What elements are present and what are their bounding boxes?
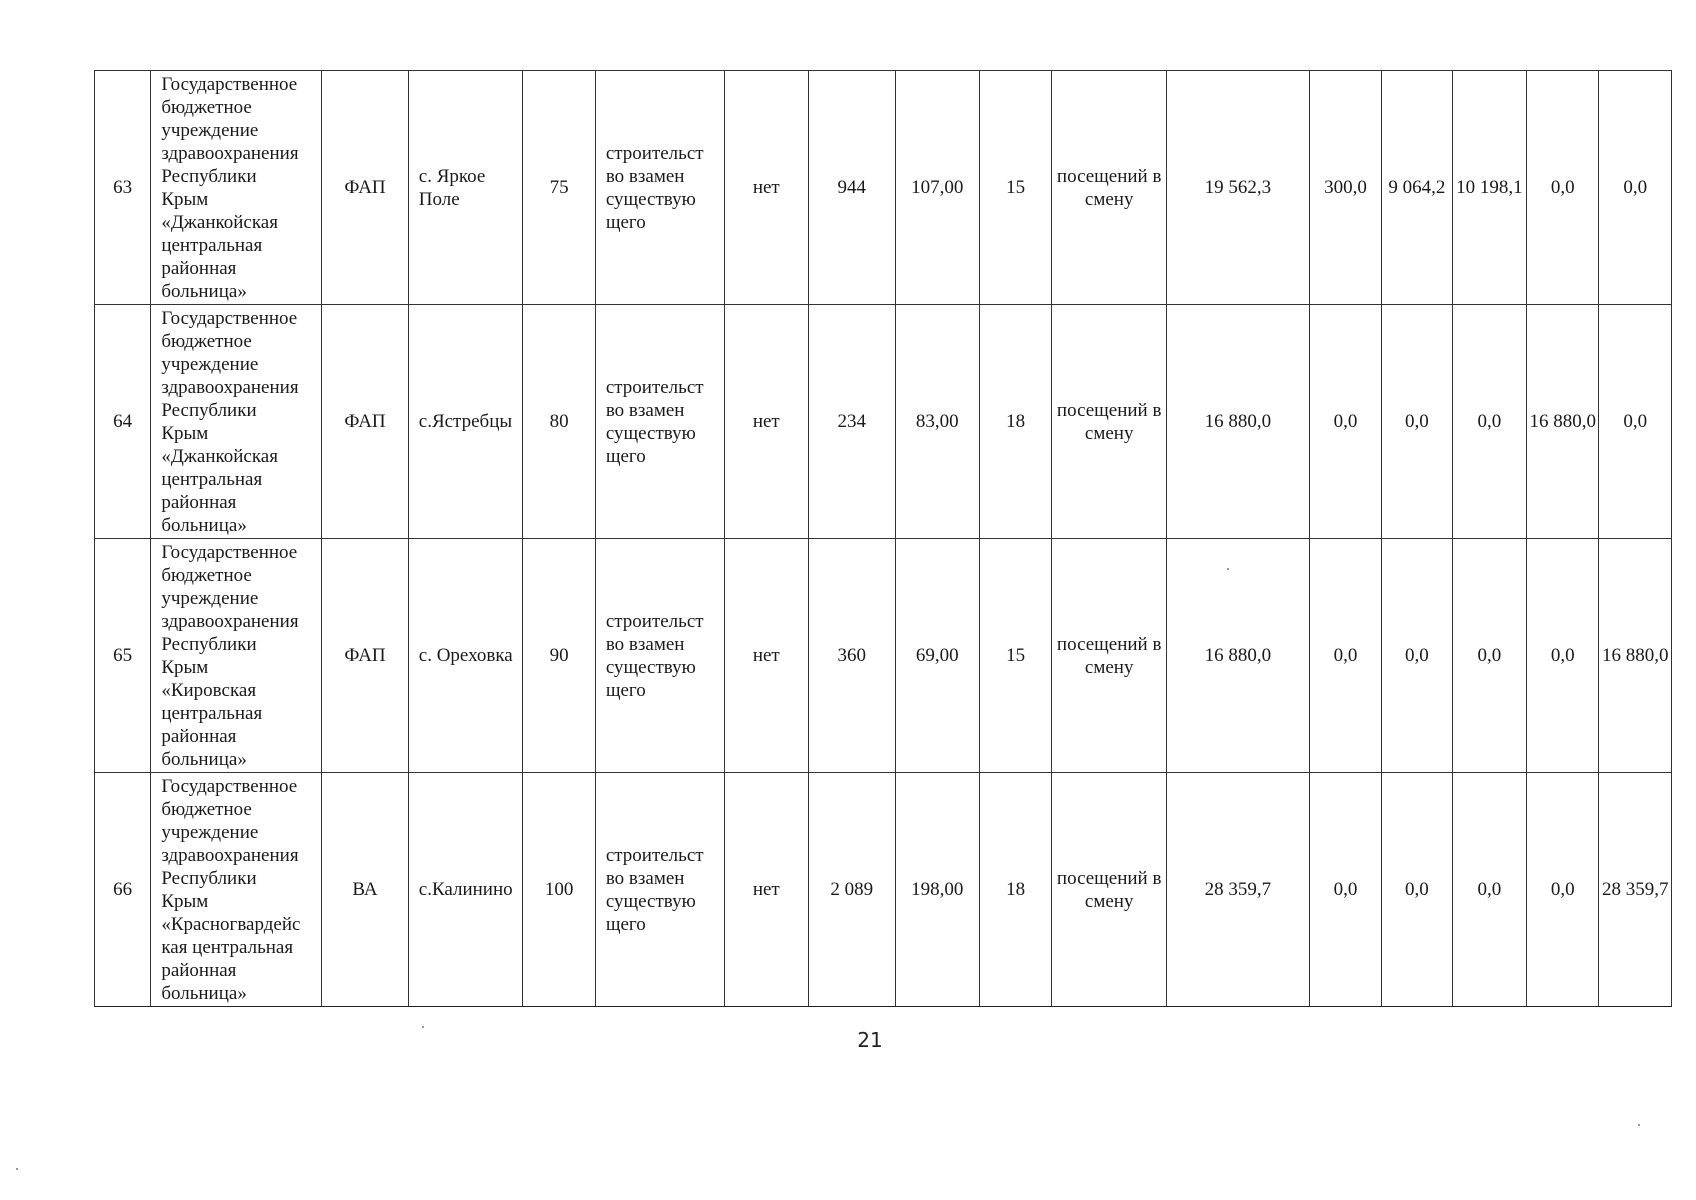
capacity: 100	[523, 773, 595, 1007]
visits-unit: посещений в смену	[1052, 305, 1167, 539]
construction-purpose: строительст во взамен существую щего	[595, 773, 724, 1007]
row-number: 66	[95, 773, 151, 1007]
organization-name: Государственное бюджетное учреждение здравоохранения Республики Крым «Кировская центральная районная больница»	[151, 539, 322, 773]
organization-name: Государственное бюджетное учреждение здравоохранения Республики Крым «Джанкойская центральная районная больница»	[151, 71, 322, 305]
table-row	[95, 305, 1672, 539]
facility-type: ВА	[322, 773, 408, 1007]
population: 944	[809, 71, 895, 305]
scan-speck	[422, 1026, 424, 1028]
facility-type: ФАП	[322, 305, 408, 539]
page-number: 21	[857, 1028, 883, 1052]
total-cost: 28 359,7	[1167, 773, 1310, 1007]
year-4-cost: 16 880,0	[1527, 305, 1599, 539]
row-number: 64	[95, 305, 151, 539]
settlement: с.Ястребцы	[408, 305, 523, 539]
year-4-cost: 0,0	[1527, 71, 1599, 305]
year-2-cost: 0,0	[1382, 305, 1452, 539]
settlement: с. Ореховка	[408, 539, 523, 773]
year-5-cost: 0,0	[1599, 305, 1672, 539]
visits: 18	[979, 305, 1051, 539]
scan-speck	[1227, 568, 1229, 570]
visits: 18	[979, 773, 1051, 1007]
total-cost: 16 880,0	[1167, 539, 1310, 773]
population: 234	[809, 305, 895, 539]
flag: нет	[724, 305, 808, 539]
construction-purpose: строительст во взамен существую щего	[595, 305, 724, 539]
organization-name: Государственное бюджетное учреждение здравоохранения Республики Крым «Красногвардейс кая центральная районная больница»	[151, 773, 322, 1007]
capacity: 80	[523, 305, 595, 539]
table-row	[95, 71, 1672, 305]
scan-speck	[16, 1168, 18, 1170]
year-1-cost: 300,0	[1309, 71, 1381, 305]
area: 69,00	[895, 539, 979, 773]
table-row	[95, 539, 1672, 773]
organization-name: Государственное бюджетное учреждение здравоохранения Республики Крым «Джанкойская центральная районная больница»	[151, 305, 322, 539]
year-1-cost: 0,0	[1309, 773, 1381, 1007]
year-2-cost: 9 064,2	[1382, 71, 1452, 305]
year-3-cost: 10 198,1	[1452, 71, 1526, 305]
visits-unit: посещений в смену	[1052, 71, 1167, 305]
population: 2 089	[809, 773, 895, 1007]
row-number: 65	[95, 539, 151, 773]
facility-type: ФАП	[322, 539, 408, 773]
year-3-cost: 0,0	[1452, 305, 1526, 539]
year-5-cost: 0,0	[1599, 71, 1672, 305]
facilities-table	[94, 70, 1672, 1007]
year-1-cost: 0,0	[1309, 539, 1381, 773]
year-2-cost: 0,0	[1382, 539, 1452, 773]
visits-unit: посещений в смену	[1052, 773, 1167, 1007]
area: 107,00	[895, 71, 979, 305]
settlement: с.Калинино	[408, 773, 523, 1007]
year-2-cost: 0,0	[1382, 773, 1452, 1007]
year-5-cost: 16 880,0	[1599, 539, 1672, 773]
capacity: 75	[523, 71, 595, 305]
flag: нет	[724, 773, 808, 1007]
total-cost: 16 880,0	[1167, 305, 1310, 539]
flag: нет	[724, 71, 808, 305]
year-3-cost: 0,0	[1452, 539, 1526, 773]
visits: 15	[979, 539, 1051, 773]
construction-purpose: строительст во взамен существую щего	[595, 71, 724, 305]
table-row	[95, 773, 1672, 1007]
year-4-cost: 0,0	[1527, 539, 1599, 773]
construction-purpose: строительст во взамен существую щего	[595, 539, 724, 773]
capacity: 90	[523, 539, 595, 773]
total-cost: 19 562,3	[1167, 71, 1310, 305]
area: 83,00	[895, 305, 979, 539]
visits: 15	[979, 71, 1051, 305]
year-3-cost: 0,0	[1452, 773, 1526, 1007]
row-number: 63	[95, 71, 151, 305]
area: 198,00	[895, 773, 979, 1007]
population: 360	[809, 539, 895, 773]
year-5-cost: 28 359,7	[1599, 773, 1672, 1007]
settlement: с. Яркое Поле	[408, 71, 523, 305]
visits-unit: посещений в смену	[1052, 539, 1167, 773]
year-4-cost: 0,0	[1527, 773, 1599, 1007]
scan-speck	[1638, 1124, 1640, 1126]
year-1-cost: 0,0	[1309, 305, 1381, 539]
facility-type: ФАП	[322, 71, 408, 305]
flag: нет	[724, 539, 808, 773]
